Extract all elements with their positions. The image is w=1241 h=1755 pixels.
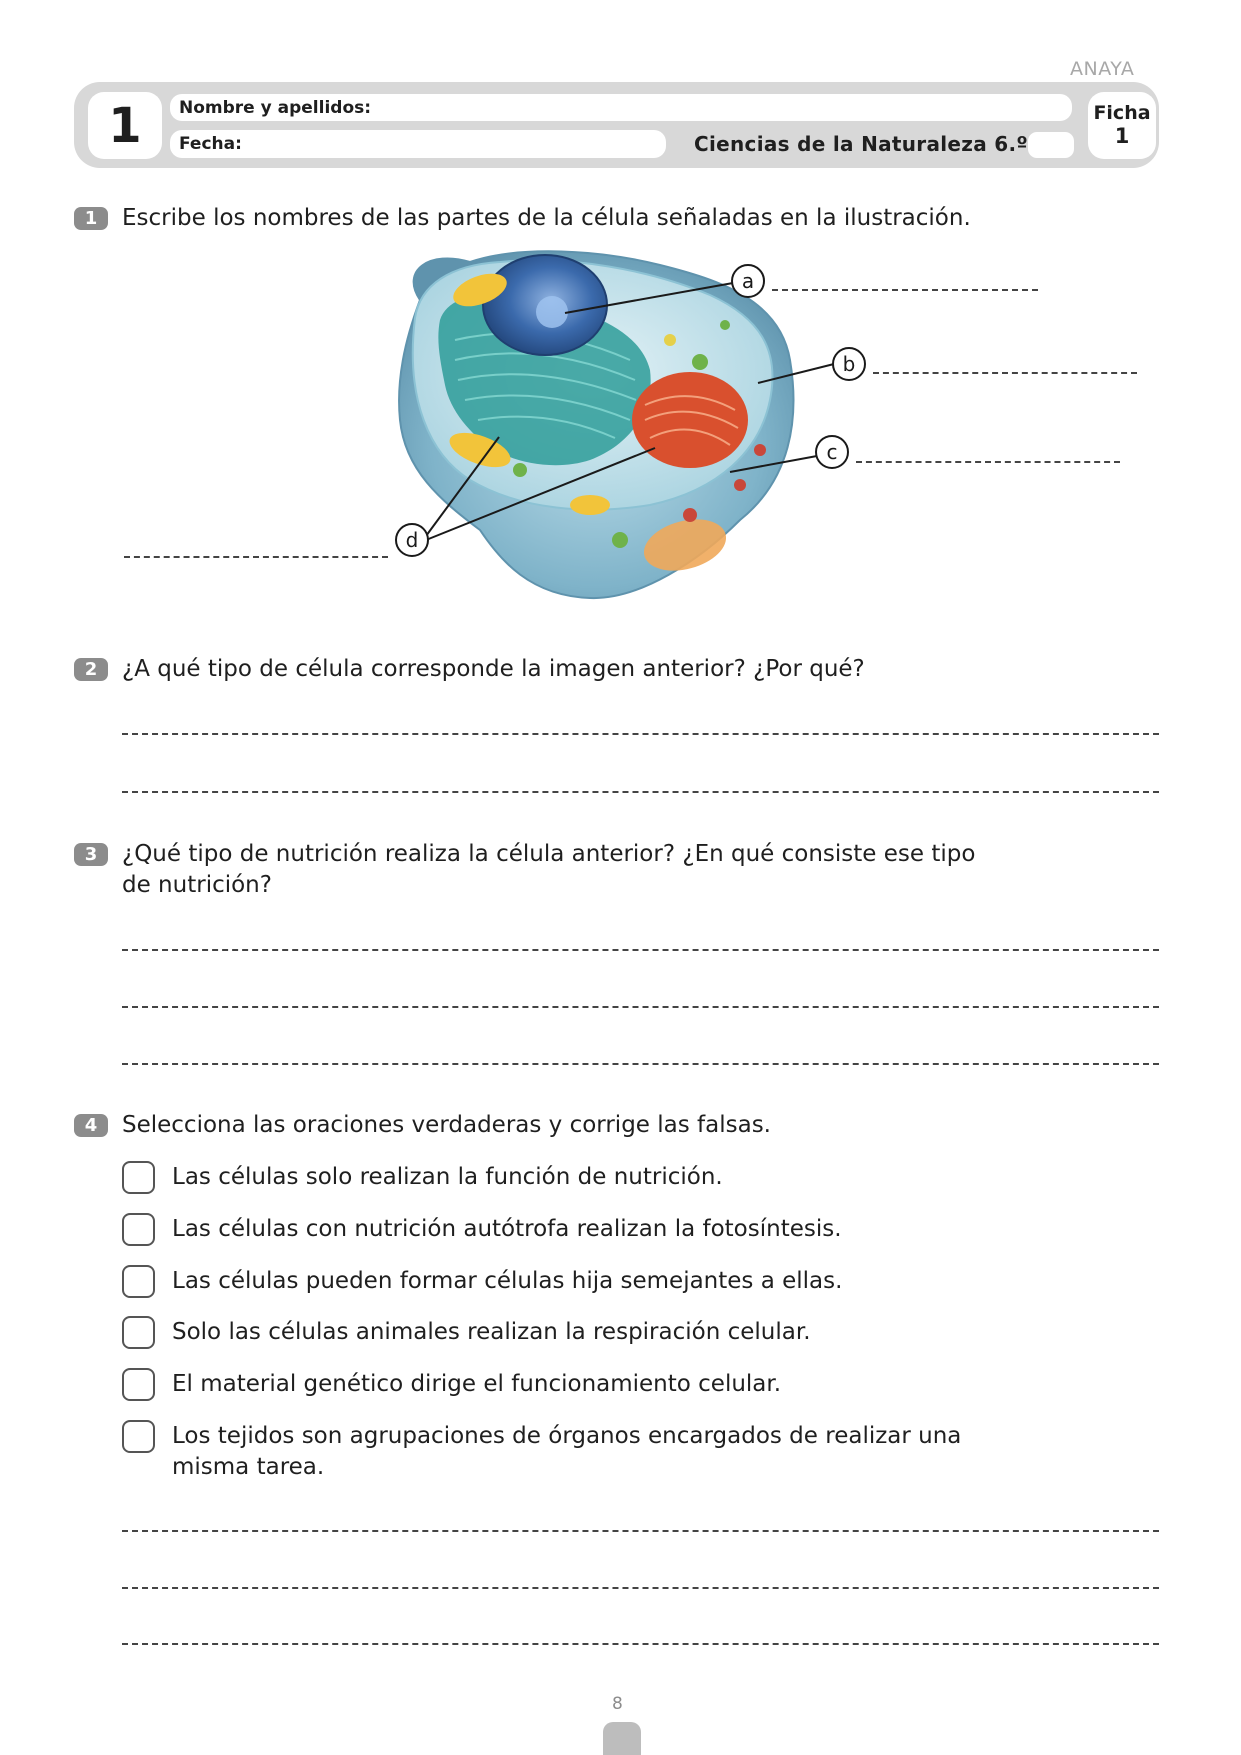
answer-line[interactable]	[122, 733, 1159, 735]
ficha-label: Ficha	[1093, 102, 1151, 124]
answer-line[interactable]	[122, 791, 1159, 793]
statement-text: Las células pueden formar células hija semejantes a ellas.	[172, 1268, 843, 1294]
question-text-4: Selecciona las oraciones verdaderas y corrige las falsas.	[122, 1112, 771, 1138]
page-number: 8	[612, 1694, 623, 1714]
date-label: Fecha:	[179, 134, 242, 154]
answer-line-b[interactable]	[873, 372, 1137, 374]
answer-line[interactable]	[122, 1643, 1159, 1645]
label-c: c	[826, 440, 838, 464]
page-tab	[603, 1722, 641, 1755]
answer-line-a[interactable]	[772, 289, 1038, 291]
statement-checkbox[interactable]	[122, 1316, 155, 1349]
statement-checkbox[interactable]	[122, 1265, 155, 1298]
statement-checkbox[interactable]	[122, 1213, 155, 1246]
nucleolus	[536, 296, 568, 328]
subject-title: Ciencias de la Naturaleza 6.º	[694, 132, 1028, 156]
answer-line[interactable]	[122, 949, 1159, 951]
question-number-4: 4	[74, 1114, 108, 1137]
answer-line[interactable]	[122, 1530, 1159, 1532]
statement-text-continuation: misma tarea.	[172, 1454, 325, 1480]
statement-text: Los tejidos son agrupaciones de órganos encargados de realizar una	[172, 1423, 962, 1449]
answer-line[interactable]	[122, 1006, 1159, 1008]
label-d: d	[405, 528, 419, 552]
question-text-1: Escribe los nombres de las partes de la célula señaladas en la ilustración.	[122, 205, 971, 231]
publisher-logo: ANAYA	[1070, 58, 1135, 80]
statement-checkbox[interactable]	[122, 1161, 155, 1194]
question-number-3: 3	[74, 843, 108, 866]
statement-text: Solo las células animales realizan la respiración celular.	[172, 1319, 811, 1345]
question-text-2: ¿A qué tipo de célula corresponde la imagen anterior? ¿Por qué?	[122, 656, 865, 682]
cell-illustration	[0, 0, 1241, 640]
question-number-2: 2	[74, 658, 108, 681]
answer-line[interactable]	[122, 1063, 1159, 1065]
sheet-number: 1	[88, 92, 162, 159]
label-b: b	[842, 352, 856, 376]
label-a: a	[741, 269, 755, 293]
answer-line[interactable]	[122, 1587, 1159, 1589]
ficha-number: 1	[1114, 124, 1130, 148]
question-text-3-line1: ¿Qué tipo de nutrición realiza la célula anterior? ¿En qué consiste ese tipo	[122, 841, 976, 867]
answer-line-c[interactable]	[856, 461, 1120, 463]
statement-text: Las células solo realizan la función de nutrición.	[172, 1164, 723, 1190]
question-text-3-line2: de nutrición?	[122, 872, 272, 898]
golgi-apparatus	[632, 372, 748, 468]
statement-checkbox[interactable]	[122, 1368, 155, 1401]
answer-line-d[interactable]	[124, 556, 388, 558]
statement-text: Las células con nutrición autótrofa realizan la fotosíntesis.	[172, 1216, 842, 1242]
statement-checkbox[interactable]	[122, 1420, 155, 1453]
question-number-1: 1	[74, 207, 108, 230]
mitochondrion	[570, 495, 610, 515]
name-label: Nombre y apellidos:	[179, 97, 372, 118]
statement-text: El material genético dirige el funcionamiento celular.	[172, 1371, 782, 1397]
